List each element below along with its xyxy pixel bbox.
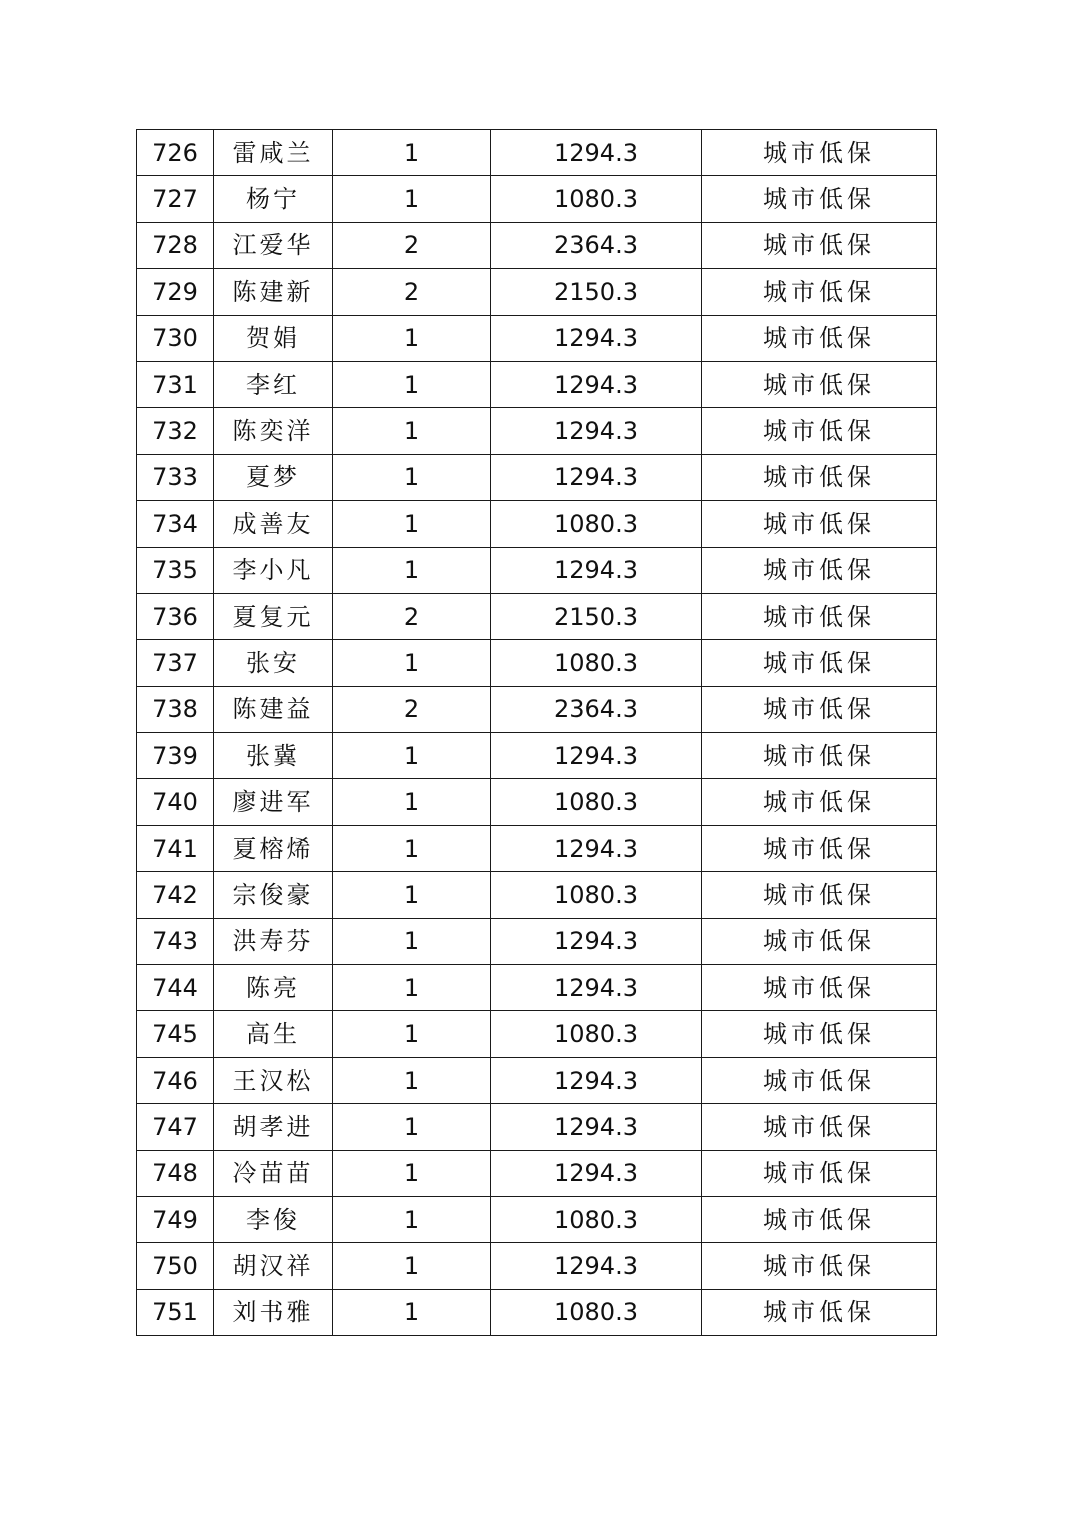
household-size-cell: 1 xyxy=(333,779,491,825)
assistance-type-cell: 城市低保 xyxy=(702,872,937,918)
name-cell: 杨宁 xyxy=(214,176,333,222)
serial-number-cell: 748 xyxy=(137,1150,214,1196)
table-row xyxy=(137,686,937,732)
table-row xyxy=(137,1104,937,1150)
assistance-type-cell: 城市低保 xyxy=(702,1150,937,1196)
name-cell: 雷咸兰 xyxy=(214,130,333,176)
amount-cell: 1294.3 xyxy=(491,408,702,454)
amount-cell: 1294.3 xyxy=(491,454,702,500)
household-size-cell: 2 xyxy=(333,222,491,268)
household-size-cell: 1 xyxy=(333,454,491,500)
assistance-type-cell: 城市低保 xyxy=(702,1011,937,1057)
assistance-type-cell: 城市低保 xyxy=(702,1196,937,1242)
serial-number-cell: 750 xyxy=(137,1243,214,1289)
table-row xyxy=(137,547,937,593)
name-cell: 李俊 xyxy=(214,1196,333,1242)
amount-cell: 2150.3 xyxy=(491,593,702,639)
serial-number-cell: 742 xyxy=(137,872,214,918)
serial-number-cell: 730 xyxy=(137,315,214,361)
household-size-cell: 1 xyxy=(333,825,491,871)
household-size-cell: 2 xyxy=(333,593,491,639)
household-size-cell: 1 xyxy=(333,1196,491,1242)
amount-cell: 1294.3 xyxy=(491,1104,702,1150)
amount-cell: 1294.3 xyxy=(491,547,702,593)
amount-cell: 1080.3 xyxy=(491,779,702,825)
amount-cell: 1294.3 xyxy=(491,361,702,407)
table-row xyxy=(137,408,937,454)
table-row xyxy=(137,1011,937,1057)
household-size-cell: 2 xyxy=(333,269,491,315)
amount-cell: 1294.3 xyxy=(491,965,702,1011)
table-row xyxy=(137,130,937,176)
name-cell: 贺娟 xyxy=(214,315,333,361)
name-cell: 陈建新 xyxy=(214,269,333,315)
name-cell: 李红 xyxy=(214,361,333,407)
assistance-type-cell: 城市低保 xyxy=(702,593,937,639)
name-cell: 冷苗苗 xyxy=(214,1150,333,1196)
serial-number-cell: 736 xyxy=(137,593,214,639)
name-cell: 张冀 xyxy=(214,733,333,779)
name-cell: 夏榕烯 xyxy=(214,825,333,871)
name-cell: 廖进军 xyxy=(214,779,333,825)
assistance-type-cell: 城市低保 xyxy=(702,222,937,268)
assistance-type-cell: 城市低保 xyxy=(702,779,937,825)
amount-cell: 1080.3 xyxy=(491,640,702,686)
table-row xyxy=(137,593,937,639)
household-size-cell: 1 xyxy=(333,1011,491,1057)
household-size-cell: 1 xyxy=(333,1243,491,1289)
amount-cell: 1080.3 xyxy=(491,1196,702,1242)
name-cell: 陈奕洋 xyxy=(214,408,333,454)
serial-number-cell: 747 xyxy=(137,1104,214,1150)
table-row xyxy=(137,1057,937,1103)
table-body xyxy=(137,130,937,1336)
table-row xyxy=(137,176,937,222)
serial-number-cell: 743 xyxy=(137,918,214,964)
serial-number-cell: 728 xyxy=(137,222,214,268)
serial-number-cell: 746 xyxy=(137,1057,214,1103)
serial-number-cell: 744 xyxy=(137,965,214,1011)
amount-cell: 1294.3 xyxy=(491,1243,702,1289)
table-row xyxy=(137,222,937,268)
table-row xyxy=(137,454,937,500)
assistance-type-cell: 城市低保 xyxy=(702,361,937,407)
name-cell: 陈亮 xyxy=(214,965,333,1011)
name-cell: 陈建益 xyxy=(214,686,333,732)
assistance-type-cell: 城市低保 xyxy=(702,454,937,500)
household-size-cell: 1 xyxy=(333,315,491,361)
amount-cell: 1294.3 xyxy=(491,918,702,964)
serial-number-cell: 749 xyxy=(137,1196,214,1242)
name-cell: 张安 xyxy=(214,640,333,686)
table-row xyxy=(137,779,937,825)
name-cell: 王汉松 xyxy=(214,1057,333,1103)
amount-cell: 1080.3 xyxy=(491,1289,702,1335)
household-size-cell: 1 xyxy=(333,1057,491,1103)
household-size-cell: 1 xyxy=(333,1150,491,1196)
amount-cell: 1294.3 xyxy=(491,1057,702,1103)
serial-number-cell: 739 xyxy=(137,733,214,779)
household-size-cell: 1 xyxy=(333,1104,491,1150)
serial-number-cell: 729 xyxy=(137,269,214,315)
amount-cell: 1294.3 xyxy=(491,315,702,361)
table-row xyxy=(137,1243,937,1289)
table-row xyxy=(137,733,937,779)
name-cell: 李小凡 xyxy=(214,547,333,593)
amount-cell: 1294.3 xyxy=(491,825,702,871)
household-size-cell: 1 xyxy=(333,408,491,454)
table-row xyxy=(137,1150,937,1196)
name-cell: 胡孝进 xyxy=(214,1104,333,1150)
table-row xyxy=(137,640,937,686)
household-size-cell: 1 xyxy=(333,176,491,222)
table-row xyxy=(137,361,937,407)
serial-number-cell: 726 xyxy=(137,130,214,176)
assistance-type-cell: 城市低保 xyxy=(702,269,937,315)
amount-cell: 2364.3 xyxy=(491,222,702,268)
name-cell: 刘书雅 xyxy=(214,1289,333,1335)
assistance-type-cell: 城市低保 xyxy=(702,686,937,732)
amount-cell: 2364.3 xyxy=(491,686,702,732)
assistance-type-cell: 城市低保 xyxy=(702,965,937,1011)
serial-number-cell: 738 xyxy=(137,686,214,732)
assistance-type-cell: 城市低保 xyxy=(702,408,937,454)
household-size-cell: 1 xyxy=(333,130,491,176)
amount-cell: 1080.3 xyxy=(491,872,702,918)
assistance-type-cell: 城市低保 xyxy=(702,176,937,222)
name-cell: 胡汉祥 xyxy=(214,1243,333,1289)
assistance-type-cell: 城市低保 xyxy=(702,733,937,779)
household-size-cell: 1 xyxy=(333,640,491,686)
serial-number-cell: 751 xyxy=(137,1289,214,1335)
serial-number-cell: 741 xyxy=(137,825,214,871)
household-size-cell: 1 xyxy=(333,918,491,964)
table-row xyxy=(137,1196,937,1242)
serial-number-cell: 735 xyxy=(137,547,214,593)
serial-number-cell: 734 xyxy=(137,501,214,547)
amount-cell: 1080.3 xyxy=(491,501,702,547)
name-cell: 夏梦 xyxy=(214,454,333,500)
table-row xyxy=(137,825,937,871)
table-row xyxy=(137,918,937,964)
table-row xyxy=(137,269,937,315)
assistance-type-cell: 城市低保 xyxy=(702,1243,937,1289)
name-cell: 宗俊豪 xyxy=(214,872,333,918)
serial-number-cell: 731 xyxy=(137,361,214,407)
household-size-cell: 1 xyxy=(333,872,491,918)
assistance-type-cell: 城市低保 xyxy=(702,918,937,964)
assistance-type-cell: 城市低保 xyxy=(702,1104,937,1150)
name-cell: 夏复元 xyxy=(214,593,333,639)
serial-number-cell: 727 xyxy=(137,176,214,222)
assistance-type-cell: 城市低保 xyxy=(702,547,937,593)
household-size-cell: 1 xyxy=(333,965,491,1011)
household-size-cell: 1 xyxy=(333,501,491,547)
table-row xyxy=(137,1289,937,1335)
table-row xyxy=(137,872,937,918)
assistance-type-cell: 城市低保 xyxy=(702,640,937,686)
serial-number-cell: 733 xyxy=(137,454,214,500)
serial-number-cell: 745 xyxy=(137,1011,214,1057)
assistance-type-cell: 城市低保 xyxy=(702,1289,937,1335)
assistance-type-cell: 城市低保 xyxy=(702,825,937,871)
table-row xyxy=(137,315,937,361)
amount-cell: 1294.3 xyxy=(491,733,702,779)
household-size-cell: 1 xyxy=(333,733,491,779)
serial-number-cell: 737 xyxy=(137,640,214,686)
table-row xyxy=(137,965,937,1011)
name-cell: 江爱华 xyxy=(214,222,333,268)
household-size-cell: 2 xyxy=(333,686,491,732)
assistance-type-cell: 城市低保 xyxy=(702,501,937,547)
table-row xyxy=(137,501,937,547)
name-cell: 成善友 xyxy=(214,501,333,547)
serial-number-cell: 740 xyxy=(137,779,214,825)
beneficiary-table xyxy=(136,129,937,1336)
name-cell: 洪寿芬 xyxy=(214,918,333,964)
assistance-type-cell: 城市低保 xyxy=(702,1057,937,1103)
assistance-type-cell: 城市低保 xyxy=(702,315,937,361)
serial-number-cell: 732 xyxy=(137,408,214,454)
amount-cell: 1294.3 xyxy=(491,130,702,176)
assistance-type-cell: 城市低保 xyxy=(702,130,937,176)
amount-cell: 1294.3 xyxy=(491,1150,702,1196)
amount-cell: 1080.3 xyxy=(491,176,702,222)
household-size-cell: 1 xyxy=(333,547,491,593)
amount-cell: 1080.3 xyxy=(491,1011,702,1057)
household-size-cell: 1 xyxy=(333,361,491,407)
amount-cell: 2150.3 xyxy=(491,269,702,315)
name-cell: 高生 xyxy=(214,1011,333,1057)
household-size-cell: 1 xyxy=(333,1289,491,1335)
